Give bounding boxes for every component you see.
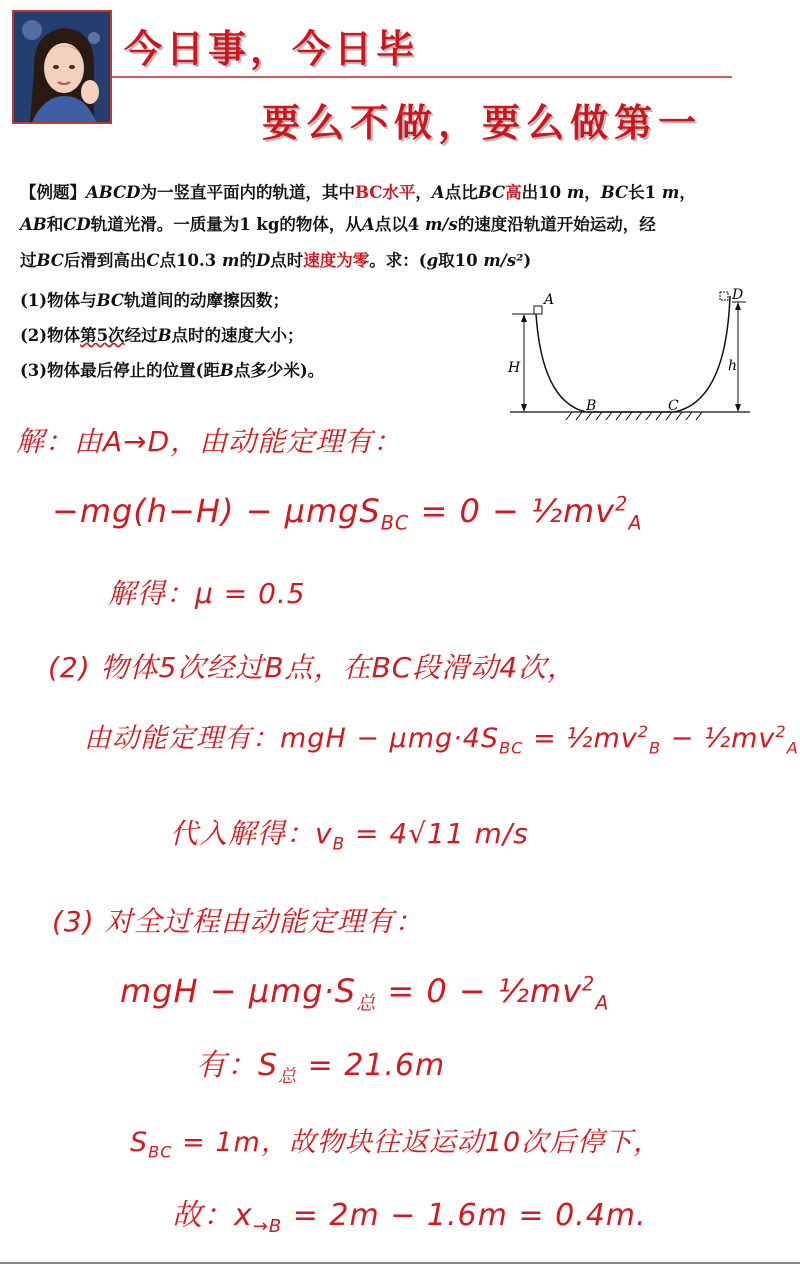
solution-step3-equation bbox=[120, 972, 609, 1015]
text-span: A bbox=[431, 183, 445, 202]
bottom-border bbox=[0, 1262, 800, 1264]
text-span: C bbox=[146, 251, 160, 270]
equation-superscript: 2 bbox=[582, 972, 596, 996]
solution-step2-result bbox=[170, 812, 529, 854]
question-1 bbox=[20, 290, 289, 312]
slogan-line-1: 今日事，今日毕 bbox=[124, 26, 419, 71]
problem-line-3 bbox=[20, 250, 531, 272]
equation-text: = 1m，故物块往返运动10次后停下， bbox=[172, 1127, 662, 1158]
block-D bbox=[720, 292, 728, 300]
text-span: BC bbox=[96, 291, 124, 310]
text-span: 点时的速度大小； bbox=[171, 326, 304, 345]
problem-line-1 bbox=[20, 182, 696, 204]
highlight-text: BC水平 bbox=[355, 183, 416, 202]
solution-step2-equation bbox=[84, 716, 799, 757]
label-A: A bbox=[544, 292, 555, 308]
slogan-line-2: 要么不做，要么做第一 bbox=[262, 100, 703, 145]
text-span: 点10.3 bbox=[159, 251, 222, 270]
solution-final-answer bbox=[172, 1190, 647, 1237]
text-span: 点多少米)。 bbox=[233, 361, 325, 380]
equation-subscript: B bbox=[649, 738, 662, 758]
text-span: ， bbox=[679, 183, 696, 202]
equation-text: = 0 − ½mv bbox=[409, 492, 616, 530]
avatar bbox=[12, 10, 112, 124]
equation-subscript: BC bbox=[499, 738, 524, 758]
equation-text: 代入解得：v bbox=[170, 817, 333, 850]
text-span: 和 bbox=[46, 215, 64, 234]
track-diagram bbox=[506, 284, 752, 426]
equation-superscript: 2 bbox=[775, 722, 787, 741]
equation-text: = 4√11 m/s bbox=[345, 817, 529, 850]
text-span: (3)物体最后停止的位置(距 bbox=[20, 361, 220, 380]
label-B: B bbox=[586, 398, 597, 414]
text-span: (2)物体 bbox=[20, 326, 81, 345]
equation-text: S bbox=[130, 1127, 149, 1158]
label-h: h bbox=[728, 358, 738, 374]
equation-text: 由动能定理有：mgH − μmg·4S bbox=[84, 723, 500, 754]
text-span: 取10 bbox=[438, 251, 484, 270]
text-span: 的速度沿轨道开始运动，经 bbox=[457, 215, 656, 234]
solution-step3-result bbox=[196, 1040, 445, 1088]
equation-superscript: 2 bbox=[615, 492, 629, 516]
label-D: D bbox=[732, 287, 744, 303]
equation-subscript: A bbox=[786, 738, 799, 758]
equation-superscript: 2 bbox=[637, 722, 650, 741]
text-span: 为一竖直平面内的轨道，其中 bbox=[140, 183, 355, 202]
text-span: 长1 bbox=[628, 183, 662, 202]
text-span: B bbox=[219, 361, 234, 380]
track-curve bbox=[536, 296, 730, 412]
equation-subscript: →B bbox=[252, 1216, 283, 1237]
portrait-illustration bbox=[14, 12, 110, 122]
equation-subscript: 总 bbox=[278, 1066, 298, 1087]
text-span: ， bbox=[584, 183, 601, 202]
text-span: ) bbox=[523, 251, 532, 270]
solution-step2-intro: (2) 物体5次经过B点，在BC段滑动4次， bbox=[48, 651, 577, 684]
equation-subscript: A bbox=[628, 511, 643, 535]
problem-line-2 bbox=[20, 214, 656, 236]
equation-text: − ½mv bbox=[661, 723, 776, 754]
underlined-text: 第5次 bbox=[80, 326, 125, 345]
text-span: D bbox=[255, 251, 271, 270]
equation-text: mgH − μmg·S bbox=[120, 972, 357, 1010]
equation-text: = 2m − 1.6m = 0.4m. bbox=[282, 1198, 647, 1233]
equation-text: 有：S bbox=[196, 1048, 279, 1083]
text-span: A bbox=[361, 215, 375, 234]
solution-step1-result: 解得：μ = 0.5 bbox=[108, 577, 306, 610]
text-span: (1)物体与 bbox=[20, 291, 97, 310]
text-span: m bbox=[566, 183, 585, 202]
text-span: 出10 bbox=[521, 183, 567, 202]
text-span: CD bbox=[63, 215, 91, 234]
text-span: BC bbox=[600, 183, 629, 202]
question-2 bbox=[20, 325, 304, 347]
text-span: m/s bbox=[424, 215, 458, 234]
text-span: 的 bbox=[239, 251, 256, 270]
solution-step1-intro: 解：由A→D，由动能定理有： bbox=[16, 425, 403, 458]
label-H: H bbox=[508, 360, 521, 376]
solution-step3-intro: (3) 对全过程由动能定理有： bbox=[52, 905, 424, 938]
equation-text: = 0 − ½mv bbox=[376, 972, 583, 1010]
equation-subscript: 总 bbox=[356, 991, 377, 1015]
text-span: 点比 bbox=[444, 183, 478, 202]
solution-step1-equation bbox=[52, 492, 642, 534]
equation-text: = ½mv bbox=[523, 723, 638, 754]
text-span: BC bbox=[36, 251, 64, 270]
text-span: 过 bbox=[20, 251, 37, 270]
equation-text: 故：x bbox=[172, 1198, 253, 1233]
equation-text: −mg(h−H) − μmgS bbox=[52, 492, 381, 530]
text-span: g bbox=[426, 251, 439, 270]
problem-tag: 【例题】 bbox=[20, 183, 86, 202]
equation-subscript: A bbox=[595, 991, 610, 1015]
track-figure bbox=[506, 284, 752, 426]
text-span: 点以4 bbox=[374, 215, 425, 234]
text-span: ， bbox=[415, 183, 432, 202]
text-span: m bbox=[221, 251, 240, 270]
header-divider bbox=[112, 76, 732, 78]
equation-subscript: B bbox=[332, 833, 346, 854]
text-span: 轨道光滑。一质量为1 kg的物体，从 bbox=[90, 215, 362, 234]
equation-subscript: BC bbox=[148, 1142, 173, 1162]
text-span: 经过 bbox=[124, 326, 158, 345]
highlight-text: 速度为零 bbox=[303, 251, 370, 270]
text-span: 点时 bbox=[270, 251, 304, 270]
label-C: C bbox=[668, 398, 679, 414]
highlight-text: 高 bbox=[505, 183, 522, 202]
text-span: 轨道间的动摩擦因数； bbox=[124, 291, 289, 310]
text-span: ABCD bbox=[86, 183, 141, 202]
text-span: BC bbox=[477, 183, 506, 202]
text-span: 。求：( bbox=[369, 251, 427, 270]
question-3 bbox=[20, 360, 324, 382]
text-span: m/s² bbox=[483, 251, 524, 270]
text-span: AB bbox=[20, 215, 47, 234]
equation-subscript: BC bbox=[380, 511, 410, 535]
block-A bbox=[534, 306, 542, 314]
text-span: 后滑到高出 bbox=[63, 251, 147, 270]
equation-text: = 21.6m bbox=[297, 1048, 446, 1083]
solution-step3-note bbox=[130, 1120, 661, 1161]
text-span: m bbox=[661, 183, 680, 202]
text-span: B bbox=[157, 326, 172, 345]
